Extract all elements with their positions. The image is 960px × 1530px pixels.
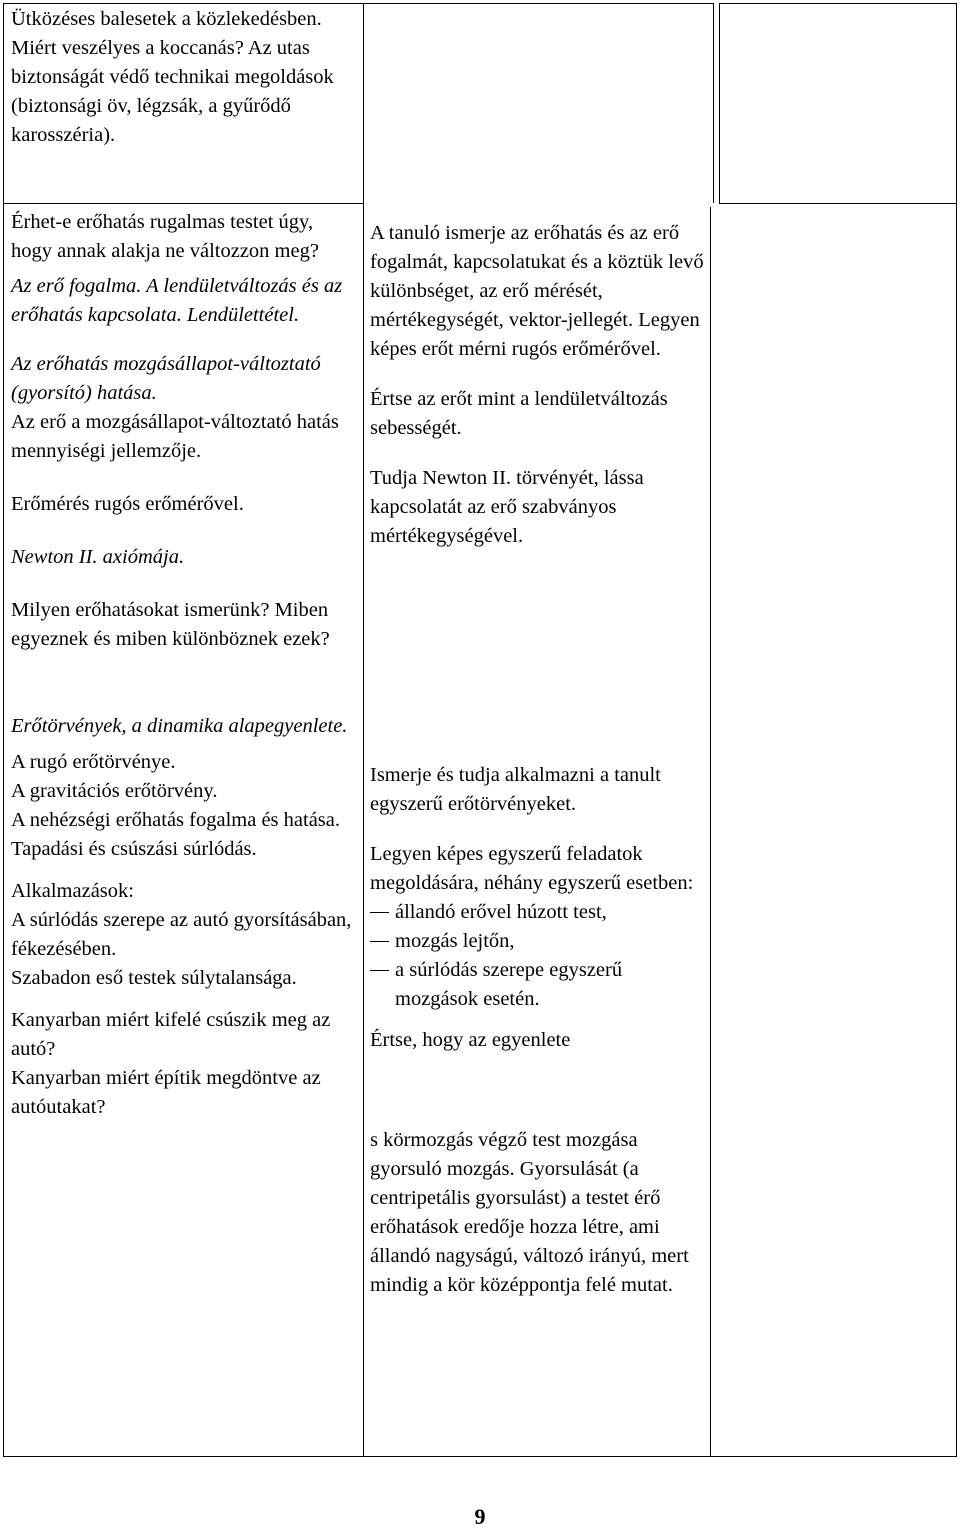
topic-force-concept: Az erő fogalma. A lendületváltozás és az erőhatás kapcsolata. Lendülettétel. xyxy=(11,275,343,326)
req-problem-solving: Legyen képes egyszerű feladatok megoldására, néhány egyszerű esetben: xyxy=(370,843,694,894)
topic-force-types-question: Milyen erőhatásokat ismerünk? Miben egyeznek és miben különböznek ezek? xyxy=(11,599,330,650)
list-item: Szabadon eső testek súlytalansága. xyxy=(11,967,297,989)
left-border xyxy=(3,3,4,1457)
column-divider-2-lower xyxy=(710,207,711,1457)
column-divider-3-upper xyxy=(719,3,720,203)
topic-force-laws: Erőtörvények, a dinamika alapegyenlete. xyxy=(11,715,348,737)
topic-force-measurement: Erőmérés rugós erőmérővel. xyxy=(11,493,244,515)
topic-curve-questions xyxy=(11,1006,356,1122)
page-number: 9 xyxy=(474,1504,486,1529)
list-item: Tapadási és csúszási súrlódás. xyxy=(11,838,257,860)
list-item: Kanyarban miért kifelé csúszik meg az autó? xyxy=(11,1009,331,1060)
top-border-left xyxy=(3,3,713,4)
list-item: A nehézségi erőhatás fogalma és hatása. xyxy=(11,809,341,831)
requirements-column xyxy=(370,219,704,1300)
list-item: A gravitációs erőtörvény. xyxy=(11,780,218,802)
column-divider-1 xyxy=(363,3,364,1457)
topic-newton-second: Newton II. axiómája. xyxy=(11,546,185,568)
req-equation: Értse, hogy az egyenlete xyxy=(370,1029,571,1051)
topic-elastic-question: Érhet-e erőhatás rugalmas testet úgy, hogy annak alakja ne változzon meg? xyxy=(11,211,319,262)
req-circular-motion: s körmozgás végző test mozgása gyorsuló mozgás. Gyorsulását (a centripetális gyorsulást) a testet érő erőhatások eredője hozza létre, ami állandó nagyságú, változó irányú, mert mindig a kör középpontja felé mutat. xyxy=(370,1129,689,1296)
right-border xyxy=(956,3,957,1457)
row-separator-right xyxy=(719,203,957,204)
list-item: a súrlódás szerepe egyszerű mozgások esetén. xyxy=(370,956,704,1014)
topic-acceleration-effect: Az erőhatás mozgásállapot-változtató (gyorsító) hatása. xyxy=(11,353,321,404)
list-item: A rugó erőtörvénye. xyxy=(11,751,176,773)
list-item: állandó erővel húzott test, xyxy=(370,898,704,927)
req-force-laws: Ismerje és tudja alkalmazni a tanult egyszerű erőtörvényeket. xyxy=(370,764,661,815)
dash-bullet xyxy=(370,912,389,913)
dash-bullet xyxy=(370,941,389,942)
dash-bullet xyxy=(370,970,389,971)
list-item: Kanyarban miért építik megdöntve az autóutakat? xyxy=(11,1067,321,1118)
req-examples-list xyxy=(370,898,704,1014)
list-item: mozgás lejtőn, xyxy=(370,927,704,956)
topic-applications xyxy=(11,877,356,993)
column-divider-2-upper xyxy=(713,3,714,203)
topics-column xyxy=(11,5,356,1122)
req-force-concept: A tanuló ismerje az erőhatás és az erő fogalmát, kapcsolatukat és a köztük levő különbséget, az erő mérését, mértékegységét, vektor-jellegét. Legyen képes erőt mérni rugós erőmérővel. xyxy=(370,222,704,360)
topic-collisions: Ütközéses balesetek a közlekedésben. Miért veszélyes a koccanás? Az utas biztonságát védő technikai megoldások (biztonsági öv, légzsák, a gyűrődő karosszéria). xyxy=(11,8,334,146)
req-newton-second: Tudja Newton II. törvényét, lássa kapcsolatát az erő szabványos mértékegységével. xyxy=(370,467,644,547)
top-border-right xyxy=(719,3,957,4)
bottom-border xyxy=(3,1456,957,1457)
req-momentum-change: Értse az erőt mint a lendületváltozás sebességét. xyxy=(370,388,668,439)
applications-heading: Alkalmazások: xyxy=(11,880,134,902)
list-item: A súrlódás szerepe az autó gyorsításában, fékezésében. xyxy=(11,909,352,960)
topic-force-laws-list xyxy=(11,748,356,864)
topic-force-quantity: Az erő a mozgásállapot-változtató hatás mennyiségi jellemzője. xyxy=(11,411,339,462)
